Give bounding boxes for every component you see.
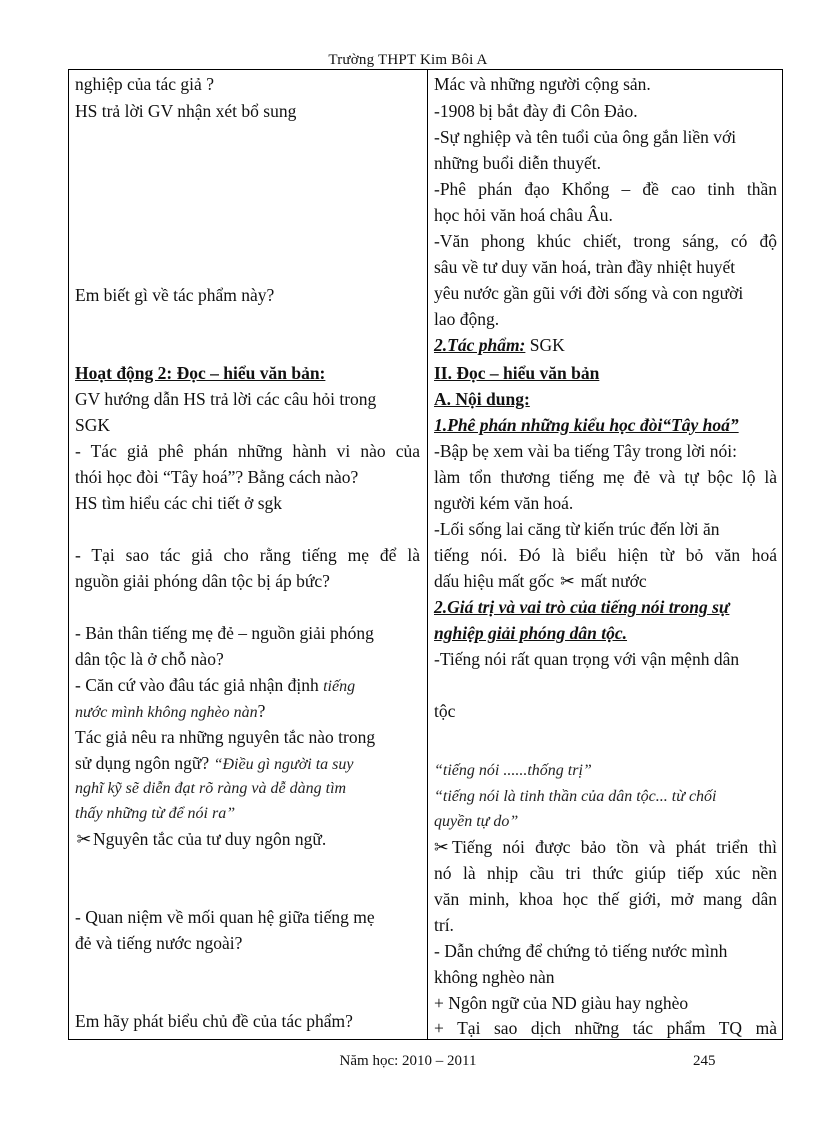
subheading-2-cont: nghiệp giải phóng dân tộc. [434,623,628,643]
right-line-35: + Tại sao dịch những tác phẩm TQ mà [434,1018,777,1038]
left-line-15-text: ? [257,701,266,721]
left-line-23: Em hãy phát biểu chủ đề của tác phẩm? [75,1011,353,1031]
left-line-17-italic: “Điều gì người ta suy [213,756,354,773]
right-line-2: -1908 bị bắt đày đi Côn Đảo. [434,101,638,121]
left-line-19: thấy những từ để nói ra” [75,805,236,822]
quote-2: “tiếng nói là tinh thần của dân tộc... từ chối [434,788,717,805]
left-line-10: - Tại sao tác giả cho rằng tiếng mẹ để là [75,545,420,565]
right-line-24: tộc [434,701,456,721]
left-line-17-text: sử dụng ngôn ngữ? [75,753,214,773]
right-line-10: lao động. [434,309,500,329]
right-line-18: -Lối sống lai căng từ kiến trúc đến lời ăn [434,519,720,539]
left-line-14-italic: tiếng [323,678,356,695]
left-line-15-italic: nước mình không nghèo nàn [75,704,258,721]
right-line-20-end: mất nước [576,571,647,591]
left-line-12: - Bản thân tiếng mẹ đẻ – nguồn giải phóng [75,623,374,643]
subheading-1: 1.Phê phán những kiểu học đòi“Tây hoá” [434,415,739,435]
right-line-8: sâu về tư duy văn hoá, tràn đầy nhiệt huyết [434,257,736,277]
right-line-34: + Ngôn ngữ của ND giàu hay nghèo [434,993,689,1013]
right-line-11 [434,334,777,356]
right-line-20 [434,570,777,592]
left-line-22: đẻ và tiếng nước ngoài? [75,933,243,953]
work-heading: 2.Tác phẩm: [434,335,526,355]
right-line-19: tiếng nói. Đó là biểu hiện từ bỏ văn hoá [434,545,777,565]
section-2-heading: II. Đọc – hiểu văn bản [434,363,600,383]
left-line-16: Tác giả nêu ra những nguyên tắc nào trong [75,727,376,747]
content-heading: A. Nội dung: [434,389,530,409]
left-line-18: nghĩ kỹ sẽ diễn đạt rõ ràng và dễ dàng tìm [75,780,347,797]
left-line-17 [75,752,420,776]
right-line-9: yêu nước gần gũi với đời sống và con người [434,283,744,303]
left-line-3: Em biết gì về tác phẩm này? [75,285,275,305]
left-line-20 [75,828,420,850]
scissors-icon: ✂ [560,571,575,591]
right-line-6: học hỏi văn hoá châu Âu. [434,205,613,225]
scissors-icon: ✂ [76,829,92,849]
left-line-15 [75,700,420,724]
left-line-2: HS trả lời GV nhận xét bổ sung [75,101,297,121]
right-line-28-text: Tiếng nói được bảo tồn và phát triển thì [452,837,777,857]
left-line-9: HS tìm hiểu các chi tiết ở sgk [75,493,283,513]
subheading-2: 2.Giá trị và vai trò của tiếng nói trong sự [434,597,730,617]
right-line-30: văn minh, khoa học thế giới, mở mang dân [434,889,777,909]
right-line-31: trí. [434,915,454,935]
left-line-13: dân tộc là ở chỗ nào? [75,649,224,669]
right-line-3: -Sự nghiệp và tên tuổi của ông gắn liền với [434,127,737,147]
right-line-20-text: dấu hiệu mất gốc [434,571,559,591]
right-line-33: không nghèo nàn [434,967,555,987]
quote-1: “tiếng nói ......thống trị” [434,762,592,779]
right-line-29: nó là nhịp cầu tri thức giúp tiếp xúc nền [434,863,777,883]
right-line-15: -Bập bẹ xem vài ba tiếng Tây trong lời nói: [434,441,737,461]
right-line-23: -Tiếng nói rất quan trọng với vận mệnh dân [434,649,740,669]
page-number: 245 [693,1053,716,1069]
scissors-icon: ✂ [434,837,449,857]
left-line-11: nguồn giải phóng dân tộc bị áp bức? [75,571,330,591]
work-heading-sgk: SGK [525,335,565,355]
left-line-7: - Tác giả phê phán những hành vi nào của [75,441,420,461]
column-divider [427,69,428,1040]
school-year: Năm học: 2010 – 2011 [339,1053,477,1069]
right-line-16: làm tổn thương tiếng mẹ đẻ và tự bộc lộ là [434,467,777,487]
left-line-1: nghiệp của tác giả ? [75,74,214,94]
left-line-20-text: Nguyên tắc của tư duy ngôn ngữ. [93,829,327,849]
left-line-21: - Quan niệm về mối quan hệ giữa tiếng mẹ [75,907,375,927]
left-line-5: GV hướng dẫn HS trả lời các câu hỏi trong [75,389,377,409]
right-line-5: -Phê phán đạo Khổng – đề cao tinh thần [434,179,777,199]
left-line-14-text: - Căn cứ vào đâu tác giả nhận định [75,675,324,695]
activity-2-heading: Hoạt động 2: Đọc – hiểu văn bản: [75,363,326,383]
right-line-17: người kém văn hoá. [434,493,574,513]
right-line-4: những buổi diễn thuyết. [434,153,601,173]
right-line-32: - Dẫn chứng để chứng tỏ tiếng nước mình [434,941,728,961]
right-line-28 [434,836,777,858]
right-line-1: Mác và những người cộng sản. [434,74,651,94]
left-line-6: SGK [75,415,111,435]
left-line-14 [75,674,420,698]
quote-2-cont: quyền tự do” [434,813,519,830]
left-line-8: thói học đòi “Tây hoá”? Bằng cách nào? [75,467,359,487]
right-line-7: -Văn phong khúc chiết, trong sáng, có độ [434,231,777,251]
school-header: Trường THPT Kim Bôi A [328,52,488,68]
